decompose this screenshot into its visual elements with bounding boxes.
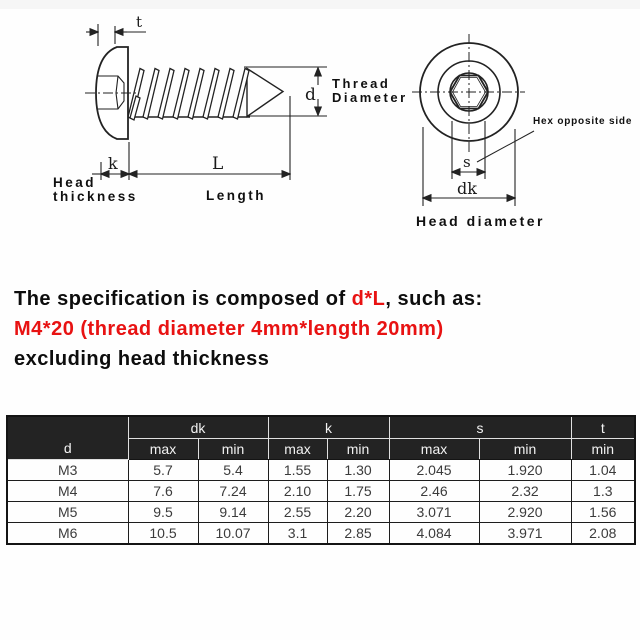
screw-side-view — [53, 13, 408, 204]
cell-value: 10.07 — [198, 523, 268, 545]
cell-value: 1.04 — [571, 460, 635, 481]
table-group-header-row — [7, 416, 635, 439]
subheader-s-min: min — [479, 439, 571, 460]
cell-value: 5.7 — [128, 460, 198, 481]
cell-value: 2.55 — [268, 502, 327, 523]
subheader-dk-max: max — [128, 439, 198, 460]
dim-label-dk: dk — [457, 179, 477, 198]
cell-size: M3 — [7, 460, 128, 481]
cell-value: 1.920 — [479, 460, 571, 481]
cell-value: 2.08 — [571, 523, 635, 545]
thread-diameter-label-line1: Thread — [332, 76, 391, 91]
spec-line-3: excluding head thickness — [14, 348, 270, 370]
subheader-s-max: max — [389, 439, 479, 460]
cell-value: 1.30 — [327, 460, 389, 481]
cell-value: 2.46 — [389, 481, 479, 502]
thread-diameter-label-line2: Diameter — [332, 90, 408, 105]
cell-value: 2.10 — [268, 481, 327, 502]
spec-line1-black: The specification is composed of — [14, 288, 352, 310]
cell-size: M5 — [7, 502, 128, 523]
dim-label-s: s — [463, 153, 471, 171]
col-group-s: s — [389, 416, 571, 439]
screw-tip — [247, 69, 283, 117]
dimension-table — [6, 415, 636, 545]
col-group-dk: dk — [128, 416, 268, 439]
cell-value: 9.14 — [198, 502, 268, 523]
subheader-t-min: min — [571, 439, 635, 460]
length-label: Length — [206, 188, 266, 203]
spec-line1-highlight: d*L — [351, 288, 386, 310]
cell-value: 3.071 — [389, 502, 479, 523]
head-diameter-caption: Head diameter — [416, 213, 545, 229]
cell-value: 10.5 — [128, 523, 198, 545]
spec-description — [14, 284, 626, 374]
cell-value: 3.1 — [268, 523, 327, 545]
subheader-k-max: max — [268, 439, 327, 460]
cell-value: 3.971 — [479, 523, 571, 545]
subheader-dk-min: min — [198, 439, 268, 460]
table-row-m5 — [7, 502, 635, 523]
dim-label-k: k — [108, 154, 118, 173]
cell-value: 2.85 — [327, 523, 389, 545]
table-row-m6 — [7, 523, 635, 545]
table-row-m4 — [7, 481, 635, 502]
subheader-k-min: min — [327, 439, 389, 460]
col-group-t: t — [571, 416, 635, 439]
cell-value: 9.5 — [128, 502, 198, 523]
cell-value: 1.56 — [571, 502, 635, 523]
hex-opposite-side-label: Hex opposite side — [533, 116, 633, 127]
cell-value: 7.24 — [198, 481, 268, 502]
cell-value: 1.75 — [327, 481, 389, 502]
screw-threads — [128, 69, 249, 121]
cell-value: 1.55 — [268, 460, 327, 481]
cell-value: 2.32 — [479, 481, 571, 502]
col-header-d: d — [7, 416, 128, 460]
head-thickness-label-line1: Head — [53, 175, 97, 190]
cell-value: 5.4 — [198, 460, 268, 481]
head-thickness-label-line2: thickness — [53, 189, 138, 204]
dim-label-d: d — [305, 85, 316, 105]
cell-value: 4.084 — [389, 523, 479, 545]
spec-line-1 — [14, 284, 626, 314]
dim-label-t: t — [136, 13, 143, 31]
cell-value: 7.6 — [128, 481, 198, 502]
screw-diagrams — [0, 0, 640, 255]
cell-value: 2.20 — [327, 502, 389, 523]
screw-top-view — [412, 34, 632, 229]
dim-label-length: L — [212, 154, 224, 174]
spec-line1-black2: , such as: — [385, 288, 483, 310]
cell-value: 2.920 — [479, 502, 571, 523]
table-row-m3 — [7, 460, 635, 481]
cell-value: 2.045 — [389, 460, 479, 481]
cell-size: M6 — [7, 523, 128, 545]
col-group-k: k — [268, 416, 389, 439]
cell-value: 1.3 — [571, 481, 635, 502]
cell-size: M4 — [7, 481, 128, 502]
spec-line-2: M4*20 (thread diameter 4mm*length 20mm) — [14, 318, 444, 340]
